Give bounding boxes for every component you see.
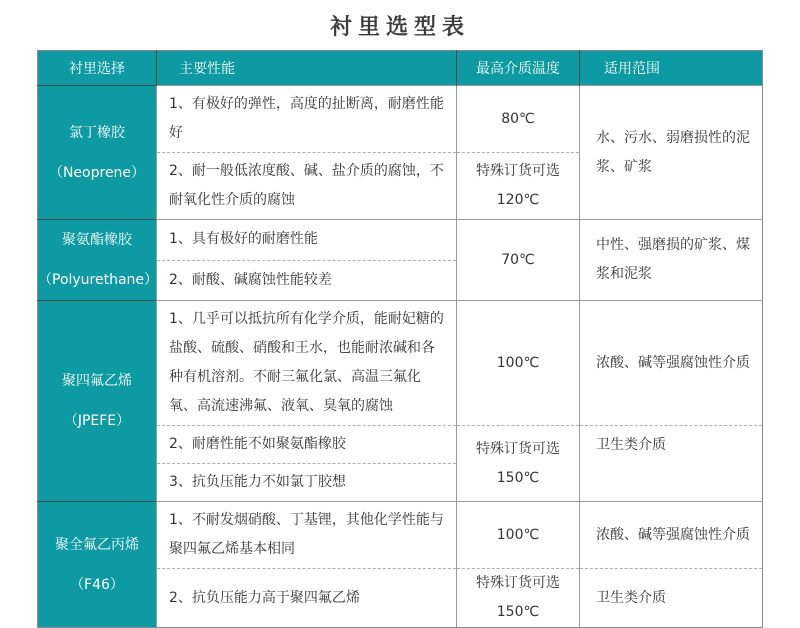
cell-performance: 1、几乎可以抵抗所有化学介质，能耐妃糖的盐酸、硫酸、硝酸和王水，也能耐浓碱和各种有机溶剂。不耐三氟化氯、高温三氟化氧、高流速沸氟、液氧、臭氧的腐蚀 xyxy=(157,301,457,426)
cell-performance: 2、抗负压能力高于聚四氟乙烯 xyxy=(157,569,457,628)
lining-name-en: （JPEFE） xyxy=(63,413,131,429)
cell-scope: 浓酸、碱等强腐蚀性介质 xyxy=(580,301,763,426)
cell-performance: 3、抗负压能力不如氯丁胶想 xyxy=(157,464,457,502)
cell-lining-polyurethane xyxy=(38,220,157,301)
table-row xyxy=(38,86,763,153)
cell-max-temp: 特殊订货可选 150℃ xyxy=(457,569,580,628)
cell-performance: 2、耐磨性能不如聚氨酯橡胶 xyxy=(157,426,457,464)
cell-max-temp: 特殊订货可选 120℃ xyxy=(457,153,580,220)
cell-scope: 中性、强磨损的矿浆、煤浆和泥浆 xyxy=(580,220,763,301)
table-header-row xyxy=(38,51,763,86)
header-max-temp: 最高介质温度 xyxy=(457,51,580,86)
lining-name: 聚四氟乙烯 xyxy=(62,373,132,389)
lining-name-en: （Neoprene） xyxy=(48,164,146,181)
lining-name-en: （Polyurethane） xyxy=(38,272,159,288)
lining-name: 聚氨酯橡胶 xyxy=(62,232,132,248)
page-title: 衬里选型表 xyxy=(329,15,470,40)
cell-performance: 2、耐一般低浓度酸、碱、盐介质的腐蚀，不耐氧化性介质的腐蚀 xyxy=(157,153,457,220)
cell-performance: 1、具有极好的耐磨性能 xyxy=(157,220,457,261)
cell-performance: 1、有极好的弹性，高度的扯断离，耐磨性能好 xyxy=(157,86,457,153)
cell-scope: 卫生类介质 xyxy=(580,426,763,502)
cell-lining-fep xyxy=(38,502,157,628)
lining-name: 氯丁橡胶 xyxy=(69,124,125,141)
cell-scope: 水、污水、弱磨损性的泥浆、矿浆 xyxy=(580,86,763,220)
header-performance: 主要性能 xyxy=(157,51,457,86)
cell-max-temp: 70℃ xyxy=(457,220,580,301)
cell-scope: 卫生类介质 xyxy=(580,569,763,628)
table-row xyxy=(38,220,763,261)
table-row xyxy=(38,502,763,569)
lining-name: 聚全氟乙丙烯 xyxy=(55,536,139,553)
cell-performance: 1、不耐发烟硝酸、丁基锂，其他化学性能与聚四氟乙烯基本相同 xyxy=(157,502,457,569)
cell-lining-ptfe xyxy=(38,301,157,502)
cell-scope: 浓酸、碱等强腐蚀性介质 xyxy=(580,502,763,569)
cell-lining-neoprene xyxy=(38,86,157,220)
cell-max-temp: 100℃ xyxy=(457,502,580,569)
cell-performance: 2、耐酸、碱腐蚀性能较差 xyxy=(157,260,457,301)
cell-max-temp: 80℃ xyxy=(457,86,580,153)
lining-name-en: （F46） xyxy=(70,576,124,593)
table-row xyxy=(38,301,763,426)
header-scope: 适用范围 xyxy=(580,51,763,86)
header-lining: 衬里选择 xyxy=(38,51,157,86)
cell-max-temp: 特殊订货可选 150℃ xyxy=(457,426,580,502)
lining-selection-table xyxy=(37,50,763,628)
cell-max-temp: 100℃ xyxy=(457,301,580,426)
